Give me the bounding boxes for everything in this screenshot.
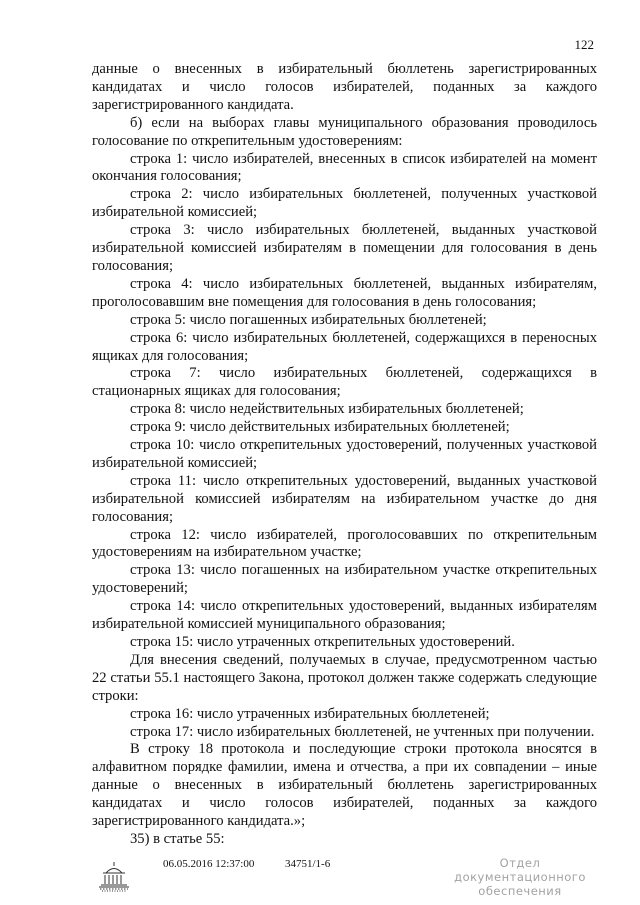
stamp-line-1: Отдел документационного [454, 856, 586, 884]
body-paragraph: строка 12: число избирателей, проголосовавших по открепительным удостоверениям на избирательном участке; [92, 526, 597, 561]
body-paragraph: строка 5: число погашенных избирательных бюллетеней; [130, 311, 487, 328]
body-paragraph: В строку 18 протокола и последующие строки протокола вносятся в алфавитном порядке фамилии, имена и отчества, а при их совпадении – иные данные о внесенных в избирательный бюллетень зарегистрированных кандидатах и число голосов избирателей, поданных за каждого зарегистрированного кандидата.»; [92, 741, 597, 830]
parliament-building-logo-icon [96, 860, 132, 894]
body-paragraph: данные о внесенных в избирательный бюллетень зарегистрированных кандидатах и число голосов избирателей, поданных за каждого зарегистрированного кандидата. [92, 61, 597, 113]
footer-document-code: 34751/1-6 [285, 858, 331, 870]
body-paragraph: строка 13: число погашенных на избирательном участке открепительных удостоверений; [92, 562, 597, 597]
body-paragraph: строка 15: число утраченных открепительных удостоверений. [130, 634, 515, 650]
body-paragraph: строка 10: число открепительных удостоверений, полученных участковой избирательной комиссией; [92, 437, 597, 471]
document-body [92, 61, 597, 849]
footer-datetime: 06.05.2016 12:37:00 [163, 858, 255, 870]
body-paragraph: строка 4: число избирательных бюллетеней, выданных избирателям, проголосовавшим вне помещения для голосования в день голосования; [92, 275, 597, 310]
stamp-line-2: обеспечения [478, 884, 562, 898]
body-paragraph: строка 14: число открепительных удостоверений, выданных избирателям избирательной комиссией муниципального образования; [92, 598, 597, 633]
body-paragraph: строка 11: число открепительных удостоверений, выданных участковой избирательной комиссией избирателям на избирательном участке до дня голосования; [92, 472, 597, 525]
body-paragraph: строка 1: число избирателей, внесенных в список избирателей на момент окончания голосования; [92, 150, 597, 185]
body-paragraph: строка 2: число избирательных бюллетеней, полученных участковой избирательной комиссией; [92, 186, 597, 221]
body-paragraph: строка 6: число избирательных бюллетеней, содержащихся в переносных ящиках для голосования; [92, 329, 597, 364]
body-paragraph: строка 3: число избирательных бюллетеней, выданных участковой избирательной комиссией избирателям в помещении для голосования в день голосования; [92, 222, 597, 274]
body-paragraph: Для внесения сведений, получаемых в случае, предусмотренном частью 22 статьи 55.1 настоящего Закона, протокол должен также содержать следующие строки: [92, 651, 597, 704]
body-paragraph: строка 17: число избирательных бюллетеней, не учтенных при получении. [130, 723, 595, 740]
body-paragraph: 35) в статье 55: [130, 830, 225, 847]
body-paragraph: строка 8: число недействительных избирательных бюллетеней; [130, 401, 524, 418]
body-paragraph: строка 7: число избирательных бюллетеней, содержащихся в стационарных ящиках для голосования; [92, 365, 597, 400]
body-paragraph: строка 9: число действительных избирательных бюллетеней; [130, 419, 510, 436]
page-number: 122 [574, 37, 594, 52]
page-footer [0, 856, 640, 896]
body-paragraph: строка 16: число утраченных избирательных бюллетеней; [130, 705, 490, 722]
department-stamp [450, 856, 590, 898]
body-paragraph: б) если на выборах главы муниципального образования проводилось голосование по открепительным удостоверениям: [92, 114, 597, 149]
